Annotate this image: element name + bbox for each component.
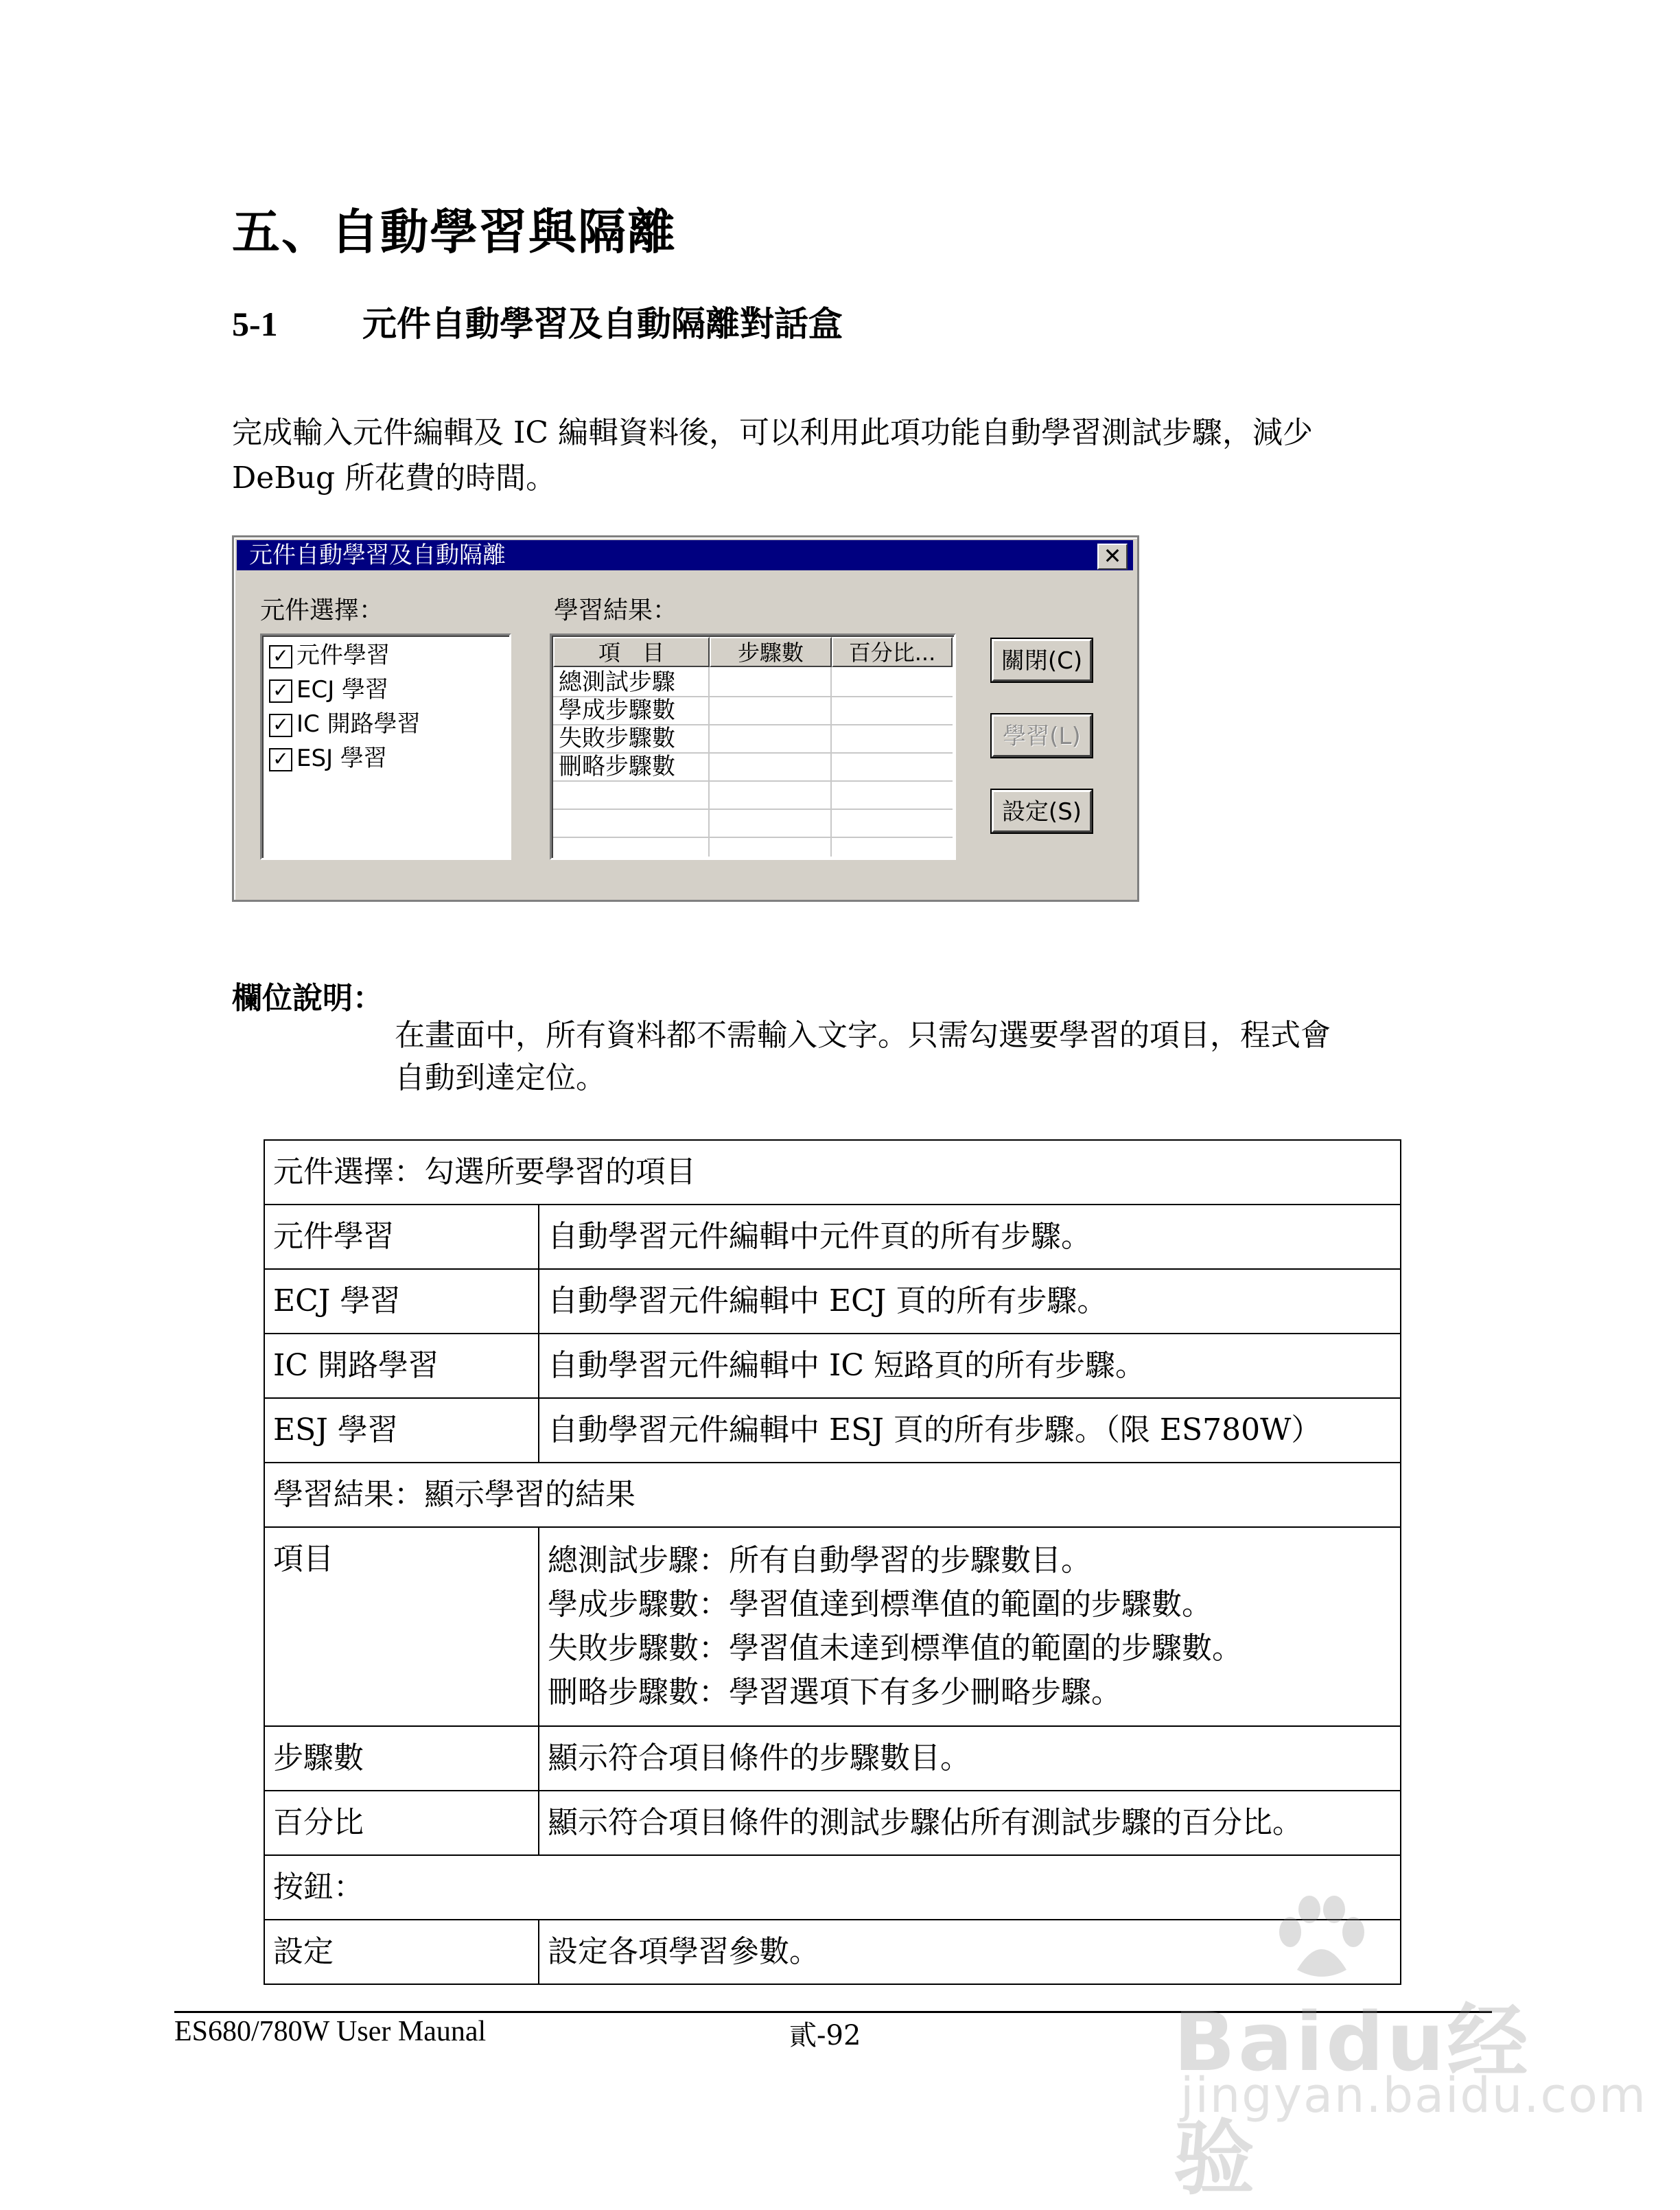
component-item[interactable] [269, 638, 390, 673]
auto-learn-dialog [232, 535, 1139, 902]
table-row [264, 1527, 1401, 1726]
learn-button[interactable]: 學習(L) [992, 714, 1092, 757]
field-desc: 顯示符合項目條件的步驟數目。 [539, 1726, 1401, 1791]
item-desc-line: 刪略步驟數：學習選項下有多少刪略步驟。 [548, 1675, 1121, 1710]
fields-description [395, 1014, 1410, 1100]
checkbox-checked-icon[interactable]: ✓ [269, 679, 292, 703]
checkbox-checked-icon[interactable]: ✓ [269, 748, 292, 771]
result-label: 學習結果： [554, 596, 678, 625]
close-button[interactable]: 關閉(C) [992, 639, 1092, 682]
component-item-label: 元件學習 [296, 642, 390, 669]
checkbox-checked-icon[interactable]: ✓ [269, 645, 292, 668]
table-row [264, 1726, 1401, 1791]
table-row [264, 1791, 1401, 1855]
item-desc-line: 總測試步驟：所有自動學習的步驟數目。 [548, 1543, 1091, 1578]
settings-button[interactable]: 設定(S) [992, 790, 1092, 833]
section-heading [232, 296, 843, 346]
close-icon[interactable]: ✕ [1097, 544, 1128, 570]
column-header-item[interactable]: 項 目 [553, 637, 710, 667]
footer-manual-name: ES680/780W User Maunal [174, 2016, 487, 2047]
field-name: IC 開路學習 [264, 1334, 539, 1398]
field-name: 項目 [264, 1527, 539, 1726]
component-item-label: ECJ 學習 [296, 676, 389, 703]
intro-line-2: DeBug 所花費的時間。 [232, 461, 557, 496]
dialog-title: 元件自動學習及自動隔離 [249, 542, 506, 569]
field-desc: 自動學習元件編輯中 ECJ 頁的所有步驟。 [539, 1269, 1401, 1334]
group-heading: 學習結果：顯示學習的結果 [264, 1463, 1401, 1527]
component-select-label: 元件選擇： [260, 596, 384, 625]
item-desc-line: 失敗步驟數：學習值未達到標準值的範圍的步驟數。 [548, 1631, 1242, 1666]
result-row-label[interactable]: 總測試步驟 [559, 668, 675, 696]
grid-divider [553, 809, 953, 810]
group-heading: 元件選擇：勾選所要學習的項目 [264, 1140, 1401, 1205]
field-desc: 自動學習元件編輯中 ESJ 頁的所有步驟。（限 ES780W） [539, 1398, 1401, 1463]
component-item[interactable] [269, 673, 388, 707]
table-row [264, 1269, 1401, 1334]
component-item-label: IC 開路學習 [296, 710, 421, 738]
dialog-titlebar [237, 540, 1133, 570]
field-name: ECJ 學習 [264, 1269, 539, 1334]
fields-heading: 欄位說明： [232, 981, 383, 1016]
intro-paragraph [232, 410, 1412, 501]
field-desc: 設定各項學習參數。 [539, 1920, 1401, 1984]
table-row [264, 1205, 1401, 1269]
column-header-steps[interactable]: 步驟數 [710, 637, 832, 667]
field-name: 百分比 [264, 1791, 539, 1855]
field-name: 設定 [264, 1920, 539, 1984]
checkbox-checked-icon[interactable]: ✓ [269, 714, 292, 737]
table-row [264, 1140, 1401, 1205]
table-row [264, 1398, 1401, 1463]
result-row-label[interactable]: 失敗步驟數 [559, 725, 675, 752]
fields-desc-line-1: 在畫面中，所有資料都不需輸入文字。只需勾選要學習的項目，程式會 [395, 1018, 1331, 1053]
field-name: 步驟數 [264, 1726, 539, 1791]
watermark-brand: Baidu经验 [1174, 1994, 1531, 2206]
result-listview [550, 633, 956, 860]
table-row [264, 1463, 1401, 1527]
group-heading: 按鈕： [264, 1855, 1401, 1920]
field-desc: 自動學習元件編輯中 IC 短路頁的所有步驟。 [539, 1334, 1401, 1398]
baidu-watermark [1174, 1894, 1647, 2206]
field-desc [539, 1527, 1401, 1726]
component-item[interactable] [269, 741, 387, 776]
fields-desc-line-2: 自動到達定位。 [395, 1060, 606, 1095]
field-name: 元件學習 [264, 1205, 539, 1269]
section-number: 5-1 [232, 305, 278, 343]
grid-divider [553, 837, 953, 838]
column-header-percent[interactable]: 百分比... [832, 637, 953, 667]
page-heading: 五、自動學習與隔離 [232, 204, 677, 260]
component-item-label: ESJ 學習 [296, 745, 387, 772]
table-row [264, 1334, 1401, 1398]
item-desc-line: 學成步驟數：學習值達到標準值的範圍的步驟數。 [548, 1587, 1212, 1622]
result-row-label[interactable]: 刪略步驟數 [559, 753, 675, 780]
field-name: ESJ 學習 [264, 1398, 539, 1463]
paw-icon [1270, 1894, 1373, 1984]
page-number: 貳-92 [789, 2020, 861, 2051]
component-item[interactable] [269, 707, 421, 741]
intro-line-1: 完成輸入元件編輯及 IC 編輯資料後，可以利用此項功能自動學習測試步驟，減少 [232, 415, 1314, 450]
field-desc: 自動學習元件編輯中元件頁的所有步驟。 [539, 1205, 1401, 1269]
section-title: 元件自動學習及自動隔離對話盒 [362, 304, 843, 344]
result-row-label[interactable]: 學成步驟數 [559, 697, 675, 724]
watermark-url: jingyan.baidu.com [1180, 2067, 1647, 2124]
field-desc: 顯示符合項目條件的測試步驟佔所有測試步驟的百分比。 [539, 1791, 1401, 1855]
component-listbox [260, 633, 511, 860]
field-description-table [264, 1139, 1401, 1985]
